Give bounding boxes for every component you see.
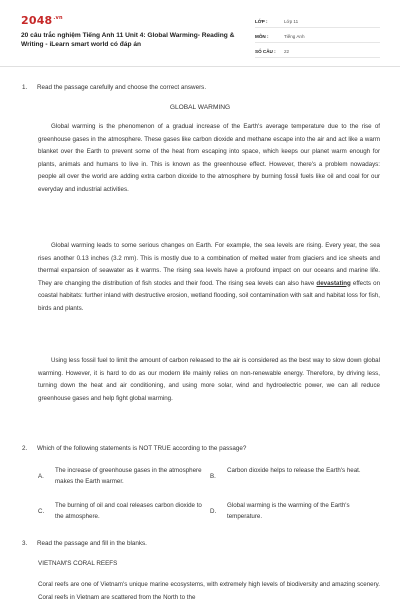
question-1-prompt — [22, 84, 206, 91]
paragraph-text: Using less fossil fuel to limit the amount of carbon released to the air is considered as the best way to slow down global warming. However, it is hard to do as our modern life mainly relies on non-renewable energy. Therefore, by driving less, turning down the heat and air conditioning, and using more solar, wind and hydroelectric power, we can all reduce greenhouse gases and help fight global warming. — [38, 357, 380, 402]
question-text: Read the passage carefully and choose the correct answers. — [37, 84, 207, 91]
logo-text: 2048 — [21, 14, 53, 27]
logo-suffix: .vn — [53, 15, 63, 22]
document-meta — [255, 15, 380, 60]
header-divider — [0, 66, 400, 67]
passage-paragraph-2 — [38, 240, 380, 315]
question-text: Which of the following statements is NOT TRUE according to the passage? — [37, 445, 247, 452]
option-letter: A. — [38, 473, 44, 480]
document-title: 20 câu trắc nghiệm Tiếng Anh 11 Unit 4: Global Warming- Reading & Writing - iLearn smart world có đáp án — [21, 32, 235, 48]
question-3-prompt — [22, 540, 147, 547]
question-number: 2. — [22, 445, 28, 452]
passage-title: GLOBAL WARMING — [169, 104, 231, 111]
meta-row-question-count — [255, 45, 380, 58]
passage-paragraph-3 — [38, 355, 380, 405]
passage-paragraph-1: Coral reefs are one of Vietnam's unique marine ecosystems, with extremely high levels of biodiversity and amazing scenery. Coral reefs in Vietnam are scattered from the North to the — [38, 581, 380, 600]
option-letter: D. — [210, 508, 217, 515]
option-letter: B. — [210, 473, 216, 480]
page-header — [0, 0, 400, 62]
meta-value: 22 — [284, 48, 290, 54]
passage-paragraph-1 — [38, 121, 380, 196]
highlighted-word: devastating — [316, 279, 351, 287]
option-text: The burning of oil and coal releases carbon dioxide to the atmosphere. — [55, 502, 202, 520]
paragraph-text: Global warming leads to some serious changes on Earth. For example, the sea levels are rising. Every year, the sea rises another 0.13 inches (3.2 mm). This is mostly due to a combination of melted water from glaciers and ice sheets and thermal expansion of seawater as it warms. The rising sea levels have a profound impact on our oceans and marine life. They are changing the distribution of fish stocks and their food. The rising sea levels can also have — [38, 242, 380, 287]
meta-row-subject — [255, 30, 380, 43]
meta-label: LỚP : — [255, 18, 268, 24]
meta-label: SỐ CÂU : — [255, 48, 276, 54]
paragraph-text: Global warming is the phenomenon of a gradual increase of the Earth's average temperature due to the rise of greenhouse gases in the atmosphere. These gases like carbon dioxide and methane escape into the air and act like a warm blanket over the Earth to prevent some of the heat from escaping into space, which keeps our planet warm enough for plants, animals and humans to live in. This is known as the greenhouse effect. However, there's a problem nowadays: people all over the world are adding extra carbon dioxide to the atmosphere by burning fossil fuels like oil and coal for our everyday and industrial activities. — [38, 123, 380, 193]
option-text: Carbon dioxide helps to release the Earth's heat. — [227, 467, 361, 474]
paragraph-text: effects on coastal habitats: further inland with destructive erosion, wetland flooding, soil contamination with salt and habitat loss for fish, birds and plants. — [38, 279, 381, 312]
question-number: 1. — [22, 84, 28, 91]
passage-title: VIETNAM'S CORAL REEFS — [38, 560, 118, 567]
meta-label: MÔN : — [255, 33, 269, 39]
option-letter: C. — [38, 508, 45, 515]
option-text: The increase of greenhouse gases in the atmosphere makes the Earth warmer. — [55, 467, 202, 485]
site-logo[interactable] — [21, 14, 63, 27]
meta-value: Lớp 11 — [284, 18, 299, 24]
question-number: 3. — [22, 540, 28, 547]
question-text: Read the passage and fill in the blanks. — [37, 540, 147, 547]
meta-value: Tiếng Anh — [284, 33, 305, 39]
meta-row-class — [255, 15, 380, 28]
option-text: Global warming is the warming of the Earth's temperature. — [227, 502, 350, 520]
question-2-prompt — [22, 445, 246, 452]
